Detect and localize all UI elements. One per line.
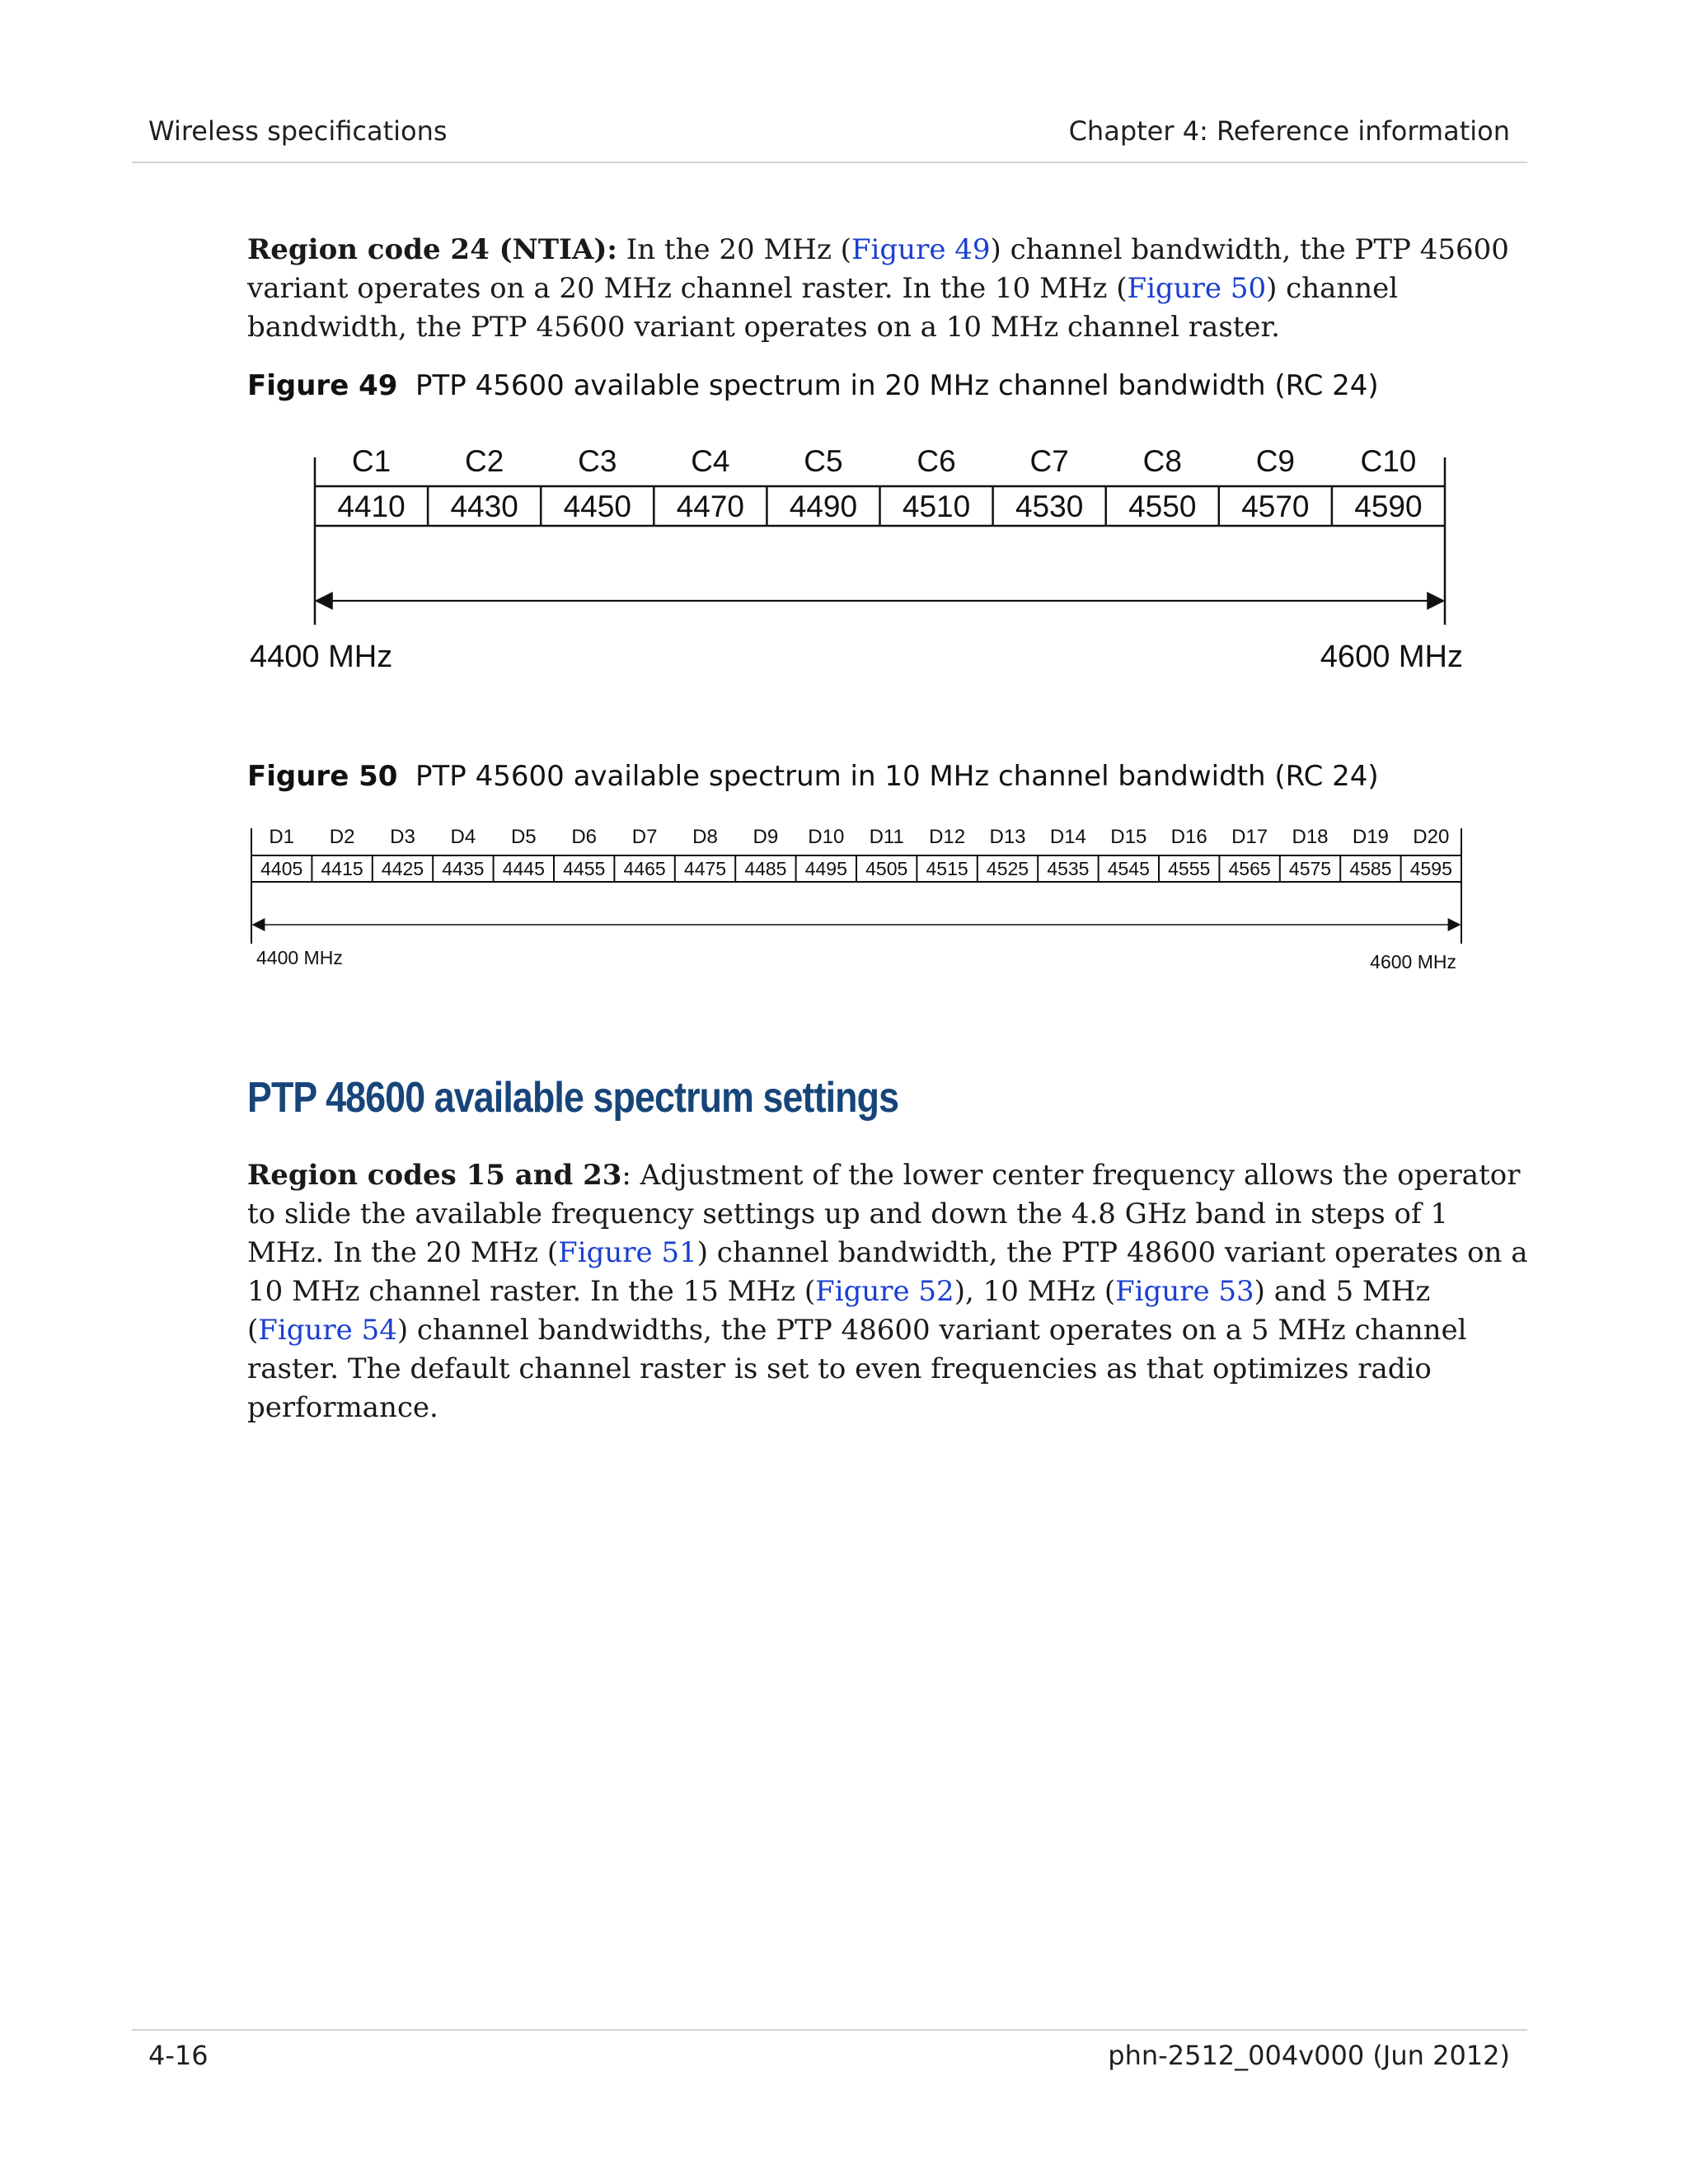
fig49-channel-frequency: 4410 bbox=[337, 490, 406, 523]
fig50-channel-frequency: 4595 bbox=[1409, 858, 1452, 879]
figure-49-number: Figure 49 bbox=[247, 369, 398, 402]
fig50-channel-label: D7 bbox=[631, 826, 658, 848]
figure-50-diagram bbox=[251, 826, 1461, 972]
figure-50-number: Figure 50 bbox=[247, 760, 398, 793]
fig50-channel-label: D4 bbox=[450, 826, 476, 848]
fig50-channel-label: D9 bbox=[753, 826, 779, 848]
fig49-channel-frequency: 4490 bbox=[789, 490, 858, 523]
fig50-channel-frequency: 4565 bbox=[1228, 858, 1271, 879]
fig50-channel-frequency: 4475 bbox=[683, 858, 727, 879]
fig50-end-frequency-label: 4600 MHz bbox=[1370, 951, 1456, 972]
figure-52-link[interactable]: Figure 52 bbox=[815, 1275, 954, 1308]
fig49-channel-frequency: 4430 bbox=[450, 490, 518, 523]
fig49-channel-frequency: 4510 bbox=[902, 490, 971, 523]
figure-54-link[interactable]: Figure 54 bbox=[258, 1314, 397, 1347]
fig50-channel-frequency: 4455 bbox=[563, 858, 606, 879]
fig50-channel-frequency: 4425 bbox=[381, 858, 424, 879]
fig49-channel-label: C4 bbox=[691, 444, 730, 478]
fig50-channel-label: D1 bbox=[269, 826, 295, 848]
fig49-start-frequency-label: 4400 MHz bbox=[250, 640, 393, 674]
fig49-channel-frequency: 4550 bbox=[1128, 490, 1197, 523]
fig49-channel-label: C7 bbox=[1029, 444, 1069, 478]
fig49-end-frequency-label: 4600 MHz bbox=[1320, 640, 1463, 674]
running-header-chapter: Chapter 4: Reference information bbox=[1068, 115, 1510, 147]
document-id: phn-2512_004v000 (Jun 2012) bbox=[1108, 2040, 1510, 2071]
fig50-channel-label: D18 bbox=[1292, 826, 1329, 848]
fig50-channel-frequency: 4495 bbox=[804, 858, 847, 879]
fig49-channel-frequency: 4590 bbox=[1354, 490, 1423, 523]
fig50-channel-frequency: 4485 bbox=[744, 858, 787, 879]
page-number: 4-16 bbox=[148, 2040, 209, 2071]
fig49-channel-frequency: 4530 bbox=[1015, 490, 1084, 523]
fig50-channel-label: D14 bbox=[1049, 826, 1086, 848]
fig49-channel-label: C5 bbox=[804, 444, 843, 478]
fig50-channel-label: D10 bbox=[808, 826, 845, 848]
fig50-channel-frequency: 4405 bbox=[260, 858, 303, 879]
fig49-channel-label: C1 bbox=[351, 444, 392, 478]
fig50-channel-frequency: 4445 bbox=[502, 858, 545, 879]
para2-text-3: ), 10 MHz ( bbox=[954, 1275, 1116, 1308]
fig50-channel-label: D11 bbox=[869, 826, 904, 848]
para1-text-1: In the 20 MHz ( bbox=[617, 233, 851, 266]
fig50-channel-frequency: 4515 bbox=[926, 858, 968, 879]
fig50-channel-label: D15 bbox=[1110, 826, 1147, 848]
fig50-channel-label: D12 bbox=[929, 826, 966, 848]
fig50-channel-frequency: 4505 bbox=[865, 858, 908, 879]
fig50-channel-label: D13 bbox=[989, 826, 1026, 848]
fig50-channel-frequency: 4525 bbox=[986, 858, 1029, 879]
figure-49-title: PTP 45600 available spectrum in 20 MHz channel bandwidth (RC 24) bbox=[415, 369, 1379, 402]
fig50-channel-label: D16 bbox=[1170, 826, 1207, 848]
fig50-channel-label: D6 bbox=[571, 826, 598, 848]
fig50-channel-label: D2 bbox=[329, 826, 355, 848]
fig50-channel-frequency: 4585 bbox=[1349, 858, 1392, 879]
fig50-channel-frequency: 4535 bbox=[1047, 858, 1090, 879]
fig49-channel-frequency: 4450 bbox=[563, 490, 631, 523]
spectrum-diagrams bbox=[0, 0, 1688, 1030]
fig50-start-frequency-label: 4400 MHz bbox=[256, 947, 343, 968]
fig49-channel-label: C6 bbox=[917, 444, 956, 478]
fig49-channel-label: C3 bbox=[578, 444, 617, 478]
fig50-channel-label: D8 bbox=[692, 826, 718, 848]
region-code-24-label: Region code 24 (NTIA): bbox=[247, 233, 617, 266]
fig49-channel-frequency: 4470 bbox=[676, 490, 745, 523]
running-header-section: Wireless specifications bbox=[148, 115, 448, 147]
para2-text-4: ) and 5 MHz ( bbox=[247, 1275, 1431, 1347]
region-codes-15-23-paragraph bbox=[247, 1156, 1533, 1427]
region-codes-15-23-label: Region codes 15 and 23 bbox=[247, 1159, 622, 1192]
figure-49-diagram bbox=[250, 444, 1463, 674]
fig50-channel-frequency: 4435 bbox=[442, 858, 485, 879]
para1-text-3: ) channel bandwidth, the PTP 45600 variant operates on a 10 MHz channel raster. bbox=[247, 272, 1399, 344]
fig50-channel-frequency: 4575 bbox=[1288, 858, 1332, 879]
fig49-channel-label: C9 bbox=[1255, 444, 1296, 478]
fig50-channel-frequency: 4545 bbox=[1107, 858, 1150, 879]
figure-50-link[interactable]: Figure 50 bbox=[1127, 272, 1267, 305]
fig50-channel-label: D19 bbox=[1352, 826, 1389, 848]
section-heading: PTP 48600 available spectrum settings bbox=[247, 1074, 899, 1122]
para2-text-2: ) channel bandwidth, the PTP 48600 variant operates on a 10 MHz channel raster. In the 15 MHz ( bbox=[247, 1236, 1528, 1308]
figure-50-title: PTP 45600 available spectrum in 10 MHz channel bandwidth (RC 24) bbox=[415, 760, 1379, 793]
para2-text-1: : Adjustment of the lower center frequency allows the operator to slide the available frequency settings up and down the 4.8 GHz band in steps of 1 MHz. In the 20 MHz ( bbox=[247, 1159, 1521, 1269]
fig50-channel-label: D17 bbox=[1231, 826, 1268, 848]
footer-divider bbox=[132, 2029, 1527, 2031]
fig50-channel-frequency: 4465 bbox=[623, 858, 666, 879]
fig49-channel-label: C8 bbox=[1142, 444, 1182, 478]
para1-text-2: ) channel bandwidth, the PTP 45600 variant operates on a 20 MHz channel raster. In the 10 MHz ( bbox=[247, 233, 1509, 305]
fig50-channel-label: D5 bbox=[510, 826, 537, 848]
fig50-channel-frequency: 4415 bbox=[321, 858, 363, 879]
figure-51-link[interactable]: Figure 51 bbox=[558, 1236, 697, 1269]
figure-49-link[interactable]: Figure 49 bbox=[851, 233, 991, 266]
fig49-channel-label: C10 bbox=[1360, 444, 1417, 478]
fig50-channel-label: D3 bbox=[390, 826, 415, 848]
fig50-channel-frequency: 4555 bbox=[1168, 858, 1211, 879]
fig49-channel-frequency: 4570 bbox=[1241, 490, 1310, 523]
para2-text-5: ) channel bandwidths, the PTP 48600 variant operates on a 5 MHz channel raster. The default channel raster is set to even frequencies as that optimizes radio performance. bbox=[247, 1314, 1467, 1424]
figure-53-link[interactable]: Figure 53 bbox=[1115, 1275, 1254, 1308]
fig49-channel-label: C2 bbox=[464, 444, 504, 478]
fig50-channel-label: D20 bbox=[1413, 826, 1450, 848]
